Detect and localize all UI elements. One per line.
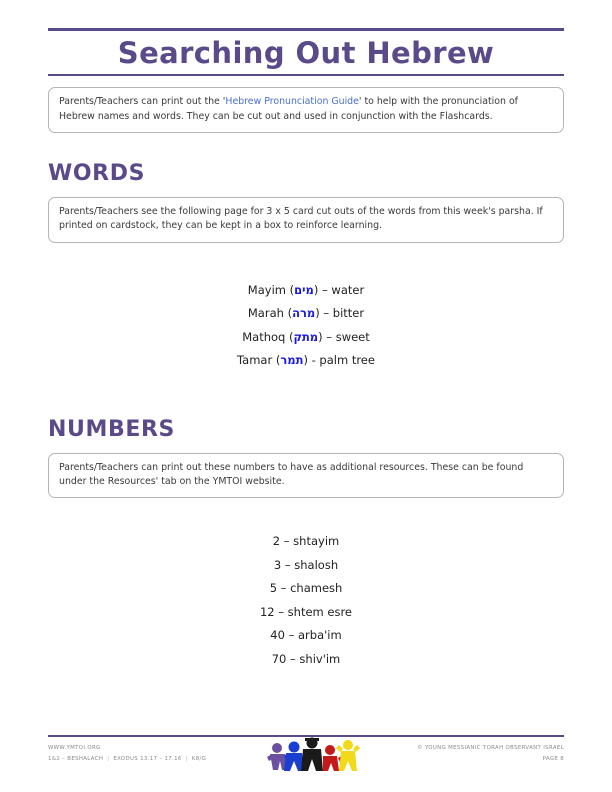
number-name: shtem esre — [287, 604, 353, 619]
number-name: arba'im — [298, 628, 342, 643]
number-list — [48, 530, 564, 671]
word-paren-open: ( — [288, 329, 294, 344]
word-meaning: sweet — [335, 329, 370, 344]
number-list-item — [48, 624, 564, 648]
footer-copyright: © YOUNG MESSIANIC TORAH OBSERVANT ISRAEL — [417, 745, 564, 751]
number-dash: – — [284, 557, 291, 572]
logo-figure-purple — [267, 743, 287, 770]
intro-text — [59, 95, 553, 124]
number-name: chamesh — [290, 581, 343, 596]
number-list-item — [48, 577, 564, 601]
word-transliteration: Tamar — [237, 353, 273, 368]
page-footer — [48, 735, 564, 780]
section-heading-numbers: NUMBERS — [48, 416, 175, 442]
number-dash: – — [280, 581, 287, 596]
word-paren-close: ) — [313, 282, 319, 297]
footer-right-column — [417, 743, 564, 764]
number-dash: – — [278, 604, 285, 619]
word-list-item — [48, 326, 564, 350]
footer-reference: EXODUS 13.17 – 17.16 — [113, 755, 182, 762]
footer-website[interactable]: WWW.YMTOI.ORG — [48, 745, 101, 751]
number-numeral: 12 — [259, 604, 275, 619]
word-paren-close: ) — [315, 306, 320, 321]
word-hebrew: מים — [294, 282, 314, 297]
numbers-info-box — [48, 453, 564, 499]
intro-text-before-link: Parents/Teachers can print out the ' — [59, 96, 226, 108]
word-meaning: water — [331, 282, 365, 297]
footer-separator: | — [107, 755, 110, 762]
words-info-box — [48, 197, 564, 243]
number-list-item — [48, 601, 564, 625]
number-list-item — [48, 648, 564, 672]
number-dash: – — [288, 628, 295, 643]
word-meaning: palm tree — [319, 353, 375, 368]
footer-meta-line — [48, 754, 206, 765]
word-paren-close: ) — [303, 353, 308, 368]
number-name: shalosh — [294, 557, 339, 572]
word-paren-open: ( — [275, 353, 281, 368]
word-dash: – — [326, 329, 333, 344]
number-numeral: 40 — [270, 628, 285, 643]
word-list-item — [48, 279, 564, 303]
word-transliteration: Mayim — [247, 282, 286, 297]
number-list-item — [48, 554, 564, 578]
word-dash: - — [311, 353, 316, 368]
word-transliteration: Mathoq — [242, 329, 286, 344]
number-name: shiv'im — [299, 651, 341, 666]
word-list — [48, 279, 564, 373]
footer-grade: K8/G — [191, 755, 207, 762]
intro-info-box — [48, 87, 564, 133]
title-rule-bottom — [48, 74, 564, 76]
word-paren-close: ) — [318, 329, 323, 344]
word-hebrew: תמר — [280, 353, 304, 368]
page-title: Searching Out Hebrew — [117, 36, 495, 70]
word-paren-open: ( — [289, 282, 295, 297]
number-dash: – — [283, 534, 290, 549]
number-numeral: 70 — [271, 651, 287, 666]
word-hebrew: מתק — [293, 329, 319, 344]
number-numeral: 3 — [273, 557, 282, 572]
numbers-box-text: Parents/Teachers can print out these numbers to have as additional resources. These can be found under the Resources' tab on the YMTOI website. — [59, 461, 524, 487]
footer-parsha: 1&2 – BESHALACH — [48, 755, 104, 762]
logo-figure-blue — [284, 742, 304, 772]
ymtoi-children-logo — [264, 735, 360, 780]
number-numeral: 2 — [272, 534, 281, 549]
word-hebrew: מרה — [292, 306, 316, 321]
number-dash: – — [290, 651, 296, 666]
intro-text-after-link: ' to help with the pronunciation of Hebrew names and words. They can be cut out and used in conjunction with the Flashcards. — [59, 96, 518, 122]
words-box-text: Parents/Teachers see the following page for 3 x 5 card cut outs of the words from this week's parsha. If printed on cardstock, they can be kept in a box to reinforce learning. — [59, 206, 543, 232]
title-block — [48, 0, 564, 76]
word-paren-open: ( — [287, 306, 293, 321]
hebrew-pronunciation-guide-link[interactable]: Hebrew Pronunciation Guide — [225, 96, 359, 108]
word-meaning: bitter — [332, 306, 365, 321]
number-name: shtayim — [293, 534, 340, 549]
logo-svg — [264, 735, 360, 775]
word-transliteration: Marah — [247, 306, 284, 321]
footer-columns — [48, 743, 564, 780]
footer-page-number: PAGE 8 — [542, 755, 564, 762]
word-dash: – — [323, 306, 330, 321]
section-heading-words: WORDS — [48, 161, 146, 187]
logo-figure-black — [301, 738, 323, 772]
logo-figure-yellow — [336, 740, 360, 771]
footer-left-column — [48, 743, 206, 764]
word-dash: – — [322, 282, 328, 297]
word-list-item — [48, 349, 564, 373]
number-list-item — [48, 530, 564, 554]
footer-separator: | — [185, 755, 188, 762]
number-numeral: 5 — [269, 581, 278, 596]
word-list-item — [48, 302, 564, 326]
